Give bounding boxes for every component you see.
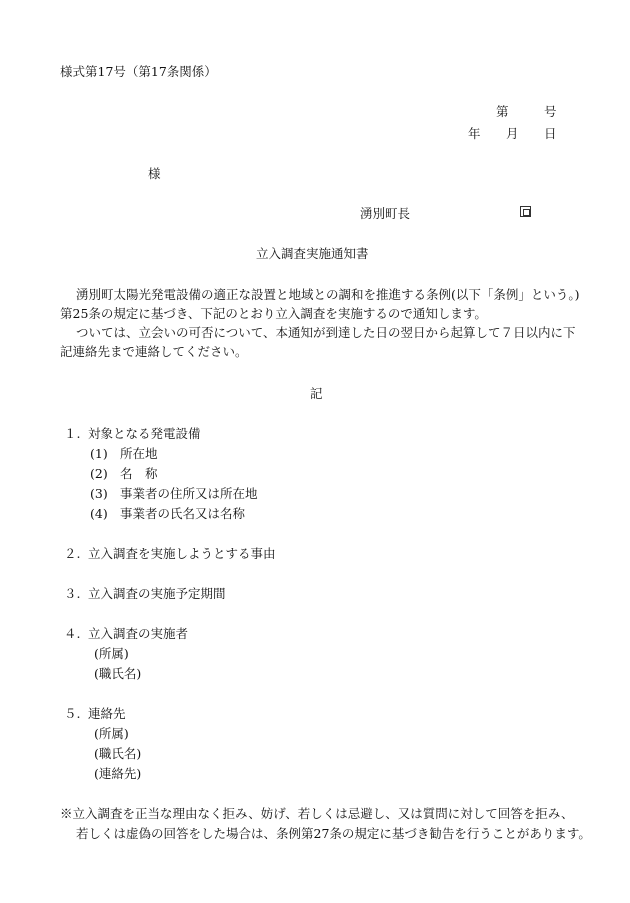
item-4-label: 立入調査の実施者 [88,626,189,641]
note-line-1: ※立入調査を正当な理由なく拒み、妨げ、若しくは忌避し、又は質問に対して回答を拒み、 [60,806,574,821]
item-1-sub-3-number: (3) [90,486,108,501]
note-line-2: 若しくは虚偽の回答をした場合は、条例第27条の規定に基づき勧告を行うことがあります。 [76,826,591,841]
body-line-3: ついては、立会いの可否について、本通知が到達した日の翌日から起算して７日以内に下 [76,325,576,340]
item-3-number: ３. [64,586,81,601]
item-1-sub-3-label: 事業者の住所又は所在地 [120,486,258,501]
item-5-number: ５. [64,706,81,721]
item-4-title-name: (職氏名) [94,666,142,681]
body-line-1: 湧別町太陽光発電設備の適正な設置と地域との調和を推進する条例(以下「条例」という。) [76,287,580,302]
item-4-number: ４. [64,626,81,641]
item-1-sub-1-label: 所在地 [120,446,158,461]
item-1-label: 対象となる発電設備 [88,426,201,441]
date-month: 月 [506,126,519,141]
item-1-sub-1-number: (1) [90,446,108,461]
item-1-sub-2-number: (2) [90,466,108,481]
item-5-label: 連絡先 [88,706,126,721]
item-1-number: １. [64,426,81,441]
seal-stamp-icon [520,206,531,217]
sender: 湧別町長 [360,206,411,221]
body-line-2: 第25条の規定に基づき、下記のとおり立入調査を実施するので通知します。 [60,306,487,321]
item-1-sub-4-number: (4) [90,506,108,521]
item-1-sub-2-label: 名 称 [120,466,158,481]
date-day: 日 [544,126,557,141]
form-number: 様式第17号（第17条関係） [60,64,217,79]
item-2-label: 立入調査を実施しようとする事由 [88,546,276,561]
addressee: 様 [148,166,161,181]
item-2-number: ２. [64,546,81,561]
item-4-affiliation: (所属) [94,646,129,661]
item-3-label: 立入調査の実施予定期間 [88,586,226,601]
date-year: 年 [468,126,481,141]
item-5-affiliation: (所属) [94,726,129,741]
doc-number-go: 号 [544,104,557,119]
item-1-sub-4-label: 事業者の氏名又は名称 [120,506,246,521]
body-line-4: 記連絡先まで連絡してください。 [60,344,248,359]
item-5-contact: (連絡先) [94,766,142,781]
ki-heading: 記 [310,386,323,401]
item-5-title-name: (職氏名) [94,746,142,761]
document-title: 立入調査実施通知書 [256,246,369,261]
doc-number-dai: 第 [496,104,509,119]
